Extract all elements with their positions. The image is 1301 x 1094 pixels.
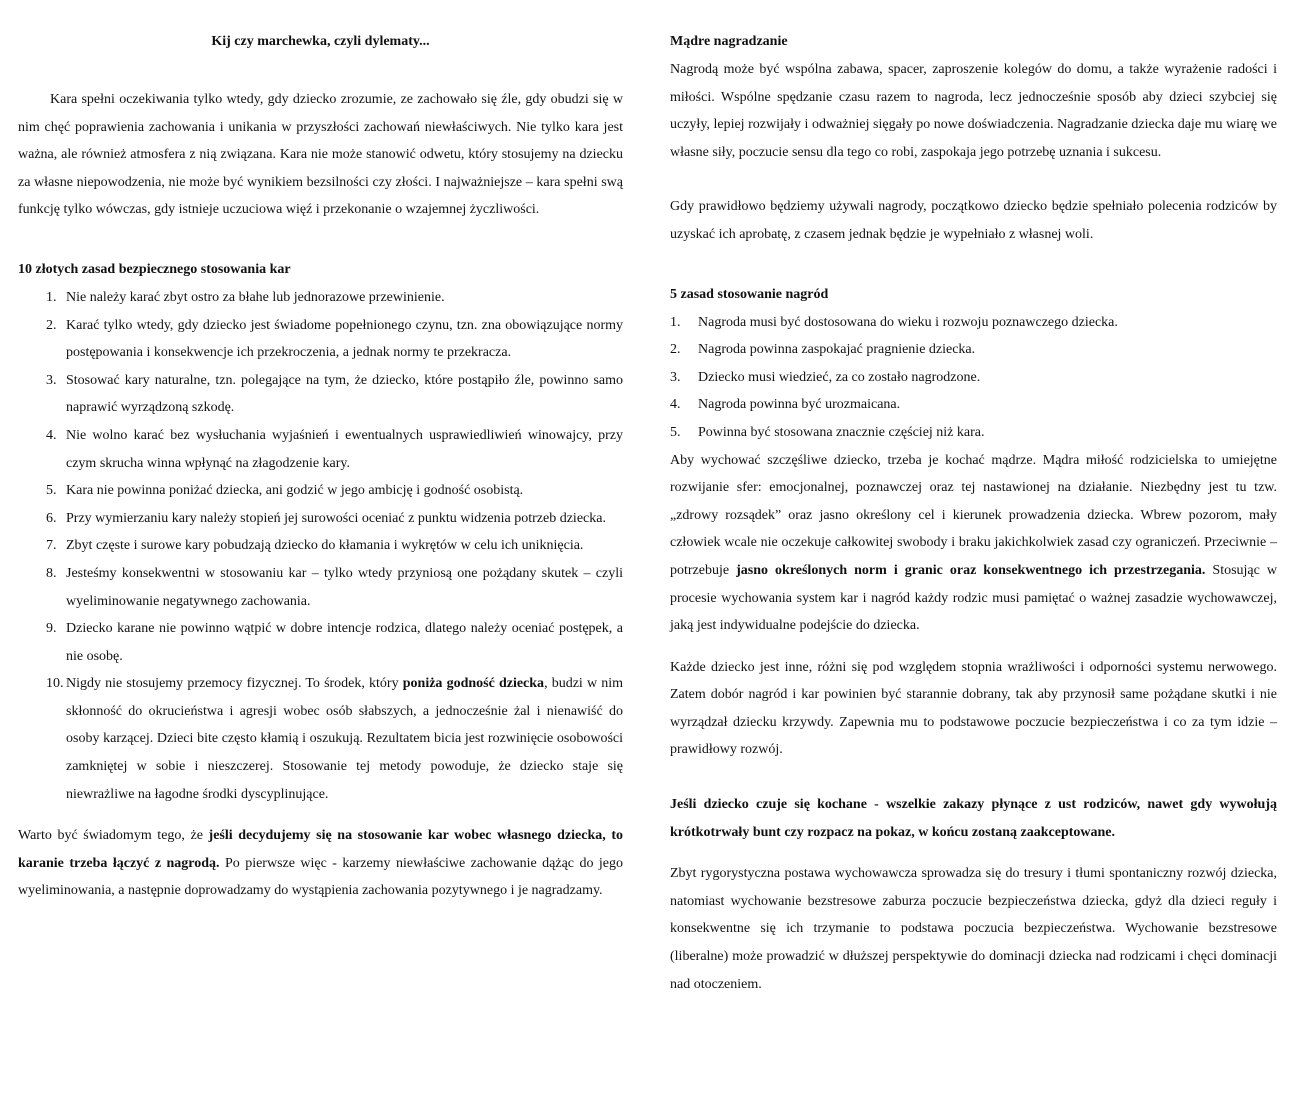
- approval-paragraph: Gdy prawidłowo będziemy używali nagrody, początkowo dziecko będzie spełniało polecenia rodziców by uzyskać ich aprobatę, z czasem jednak będzie je wypełniało z własnej woli.: [670, 199, 1277, 242]
- item-text: , budzi w nim skłonność do okrucieństwa i agresji wobec osób słabszych, a jednocześnie żal i nienawiść do osoby karzącej. Dzieci bite często kłamią i oszukują. Rezultatem bicia jest rozwinięcie osobowości zamkniętej w sobie i nieszczerej. Stosowanie tej metody powoduje, że dziecko staje się niewrażliwe na łagodne środki dyscyplinujące.: [66, 676, 623, 802]
- item-text: Kara nie powinna poniżać dziecka, ani godzić w jego ambicję i godność osobistą.: [66, 483, 524, 499]
- item-text: Powinna być stosowana znacznie częściej niż kara.: [698, 424, 985, 440]
- loved-child-paragraph: Jeśli dziecko czuje się kochane - wszelkie zakazy płynące z ust rodziców, nawet gdy wywołują krótkotrwały bunt czy rozpacz na pokaz, w końcu zostaną zaakceptowane.: [670, 797, 1277, 840]
- item-text: Nagroda powinna być urozmaicana.: [698, 397, 901, 413]
- closing-bold-text: jeśli decydujemy się na stosowanie kar wobec własnego dziecka, to karanie trzeba łączyć z nagrodą.: [18, 828, 624, 871]
- reward-rules-heading: 5 zasad stosowanie nagród: [670, 286, 829, 302]
- list-item: [18, 312, 623, 367]
- list-item: [18, 505, 623, 533]
- item-text: Nie wolno karać bez wysłuchania wyjaśnień i ewentualnych usprawiedliwień winowajcy, przy czym skrucha winna wpłynąć na złagodzenie kary.: [66, 427, 623, 471]
- item-number: 10.: [46, 676, 64, 692]
- list-item: [18, 422, 623, 477]
- item-text: Nagroda powinna zaspokajać pragnienie dziecka.: [698, 342, 976, 358]
- closing-text: Warto być świadomym tego, że: [18, 828, 209, 844]
- item-number: 1.: [670, 314, 681, 330]
- document-title: Kij czy marchewka, czyli dylematy...: [211, 34, 430, 49]
- list-item: [18, 284, 623, 312]
- closing-text: Po pierwsze więc - karzemy niewłaściwe zachowanie dążąc do jego wyeliminowania, a następnie doprowadzamy do wystąpienia zachowania pozytywnego i je nagradzamy.: [18, 855, 623, 899]
- item-text: Karać tylko wtedy, gdy dziecko jest świadome popełnionego czynu, tzn. zna obowiązujące normy postępowania i konsekwencje ich przekroczenia, a jednak normy te przekracza.: [66, 317, 623, 361]
- rules-heading: 10 złotych zasad bezpiecznego stosowania kar: [18, 261, 291, 277]
- right-column: [670, 28, 1277, 998]
- paragraph-text: Stosując w procesie wychowania system kar i nagród każdy rodzic musi pamiętać o ważnej zasadzie wychowawczej, jaką jest indywidualne podejście do dziecka.: [670, 562, 1277, 634]
- paragraph-text: Aby wychować szczęśliwe dziecko, trzeba je kochać mądrze. Mądra miłość rodzicielska to umiejętne rozwijanie sfer: emocjonalnej, poznawczej oraz tej nastawionej na działanie. Niezbędny jest tu tzw. „zdrowy rozsądek” oraz jasno określony cel i kierunek prowadzenia dziecka. Wbrew pozorom, mały człowiek wcale nie oczekuje całkowitej swobody i braku jakichkolwiek zasad czy ograniczeń. Przeciwnie – potrzebuje: [670, 452, 1277, 578]
- reward-rules-list: [670, 309, 1277, 447]
- item-number: 1.: [46, 289, 57, 305]
- item-number: 2.: [670, 342, 681, 358]
- item-number: 4.: [670, 397, 681, 413]
- item-text: Nagroda musi być dostosowana do wieku i rozwoju poznawczego dziecka.: [698, 314, 1118, 330]
- item-text: Przy wymierzaniu kary należy stopień jej surowości oceniać z punktu widzenia potrzeb dziecka.: [66, 510, 606, 526]
- list-item: [18, 615, 623, 670]
- list-item: [18, 477, 623, 505]
- list-item: [18, 532, 623, 560]
- list-item: [18, 367, 623, 422]
- list-item: [670, 391, 1277, 419]
- item-number: 8.: [46, 565, 57, 581]
- item-number: 6.: [46, 510, 57, 526]
- item-text: Dziecko musi wiedzieć, za co zostało nagrodzone.: [698, 369, 981, 385]
- item-text: Nigdy nie stosujemy przemocy fizycznej. To środek, który: [66, 676, 403, 692]
- list-item: [18, 670, 623, 808]
- item-number: 5.: [46, 483, 57, 499]
- list-item: [670, 309, 1277, 337]
- item-text: Zbyt częste i surowe kary pobudzają dziecko do kłamania i wykrętów w celu ich uniknięcia.: [66, 538, 584, 554]
- list-item: [670, 419, 1277, 447]
- item-text: Stosować kary naturalne, tzn. polegające na tym, że dziecko, które postąpiło źle, powinno samo naprawić wyrządzoną szkodę.: [66, 372, 623, 416]
- left-column: [18, 28, 623, 905]
- stress-free-paragraph: Zbyt rygorystyczna postawa wychowawcza sprowadza się do tresury i tłumi spontaniczny rozwój dziecka, natomiast wychowanie bezstresowe zaburza poczucie bezpieczeństwa dziecka, gdyż dla dzieci reguły i konsekwentne się ich trzymanie to podstawa poczucia bezpieczeństwa. Wychowanie bezstresowe (liberalne) może prowadzić w dłuższej perspektywie do dominacji dziecka nad rodzicami i chęci dominacji nad otoczeniem.: [670, 866, 1277, 992]
- item-text: Nie należy karać zbyt ostro za błahe lub jednorazowe przewinienie.: [66, 289, 445, 305]
- punishment-rules-list: [18, 284, 623, 808]
- item-bold-text: poniża godność dziecka: [402, 676, 545, 692]
- item-text: Jesteśmy konsekwentni w stosowaniu kar – tylko wtedy przyniosą one pożądany skutek – czyli wyeliminowanie negatywnego zachowania.: [66, 565, 623, 609]
- list-item: [670, 364, 1277, 392]
- item-text: Dziecko karane nie powinno wątpić w dobre intencje rodzica, dlatego należy oceniać postępek, a nie osobę.: [66, 621, 623, 664]
- list-item: [18, 560, 623, 615]
- item-number: 3.: [46, 372, 57, 388]
- item-number: 3.: [670, 369, 681, 385]
- item-number: 7.: [46, 538, 57, 554]
- rewards-paragraph: Nagrodą może być wspólna zabawa, spacer, zaproszenie kolegów do domu, a także wyrażenie radości i miłości. Wspólne spędzanie czasu razem to nagroda, lecz jednocześnie sposób aby dzieci szybciej się uczyły, lepiej rozwijały i odważniej sięgały po nowe doświadczenia. Nagradzanie dziecka daje mu wiarę we własne siły, poczucie sensu dla tego co robi, zaspokaja jego potrzebę uznania i sukcesu.: [670, 62, 1277, 160]
- item-number: 9.: [46, 621, 57, 637]
- list-item: [670, 336, 1277, 364]
- item-number: 5.: [670, 424, 681, 440]
- closing-paragraph: [18, 822, 623, 905]
- wise-rewarding-heading: Mądre nagradzanie: [670, 34, 788, 49]
- wise-love-paragraph: [670, 447, 1277, 640]
- item-number: 4.: [46, 427, 57, 443]
- intro-paragraph: Kara spełni oczekiwania tylko wtedy, gdy dziecko zrozumie, ze zachowało się źle, gdy obudzi się w nim chęć poprawienia zachowania i unikania w przyszłości zachowań niewłaściwych. Nie tylko kara jest ważna, ale również atmosfera z nią związana. Kara nie może stanowić odwetu, który stosujemy na dziecku za własne niepowodzenia, nie może być wynikiem bezsilności czy złości. I najważniejsze – kara spełni swą funkcję tylko wówczas, gdy istnieje uczuciowa więź i przekonanie o wzajemnej życzliwości.: [18, 92, 623, 218]
- paragraph-bold-text: jasno określonych norm i granic oraz konsekwentnego ich przestrzegania.: [736, 562, 1206, 578]
- item-number: 2.: [46, 317, 57, 333]
- every-child-paragraph: Każde dziecko jest inne, różni się pod względem stopnia wrażliwości i odporności systemu nerwowego. Zatem dobór nagród i kar powinien być starannie dobrany, tak aby przynosił same pożądane skutki i nie wyrządzał dziecku krzywdy. Zapewnia mu to podstawowe poczucie bezpieczeństwa i co za tym idzie – prawidłowy rozwój.: [670, 659, 1277, 758]
